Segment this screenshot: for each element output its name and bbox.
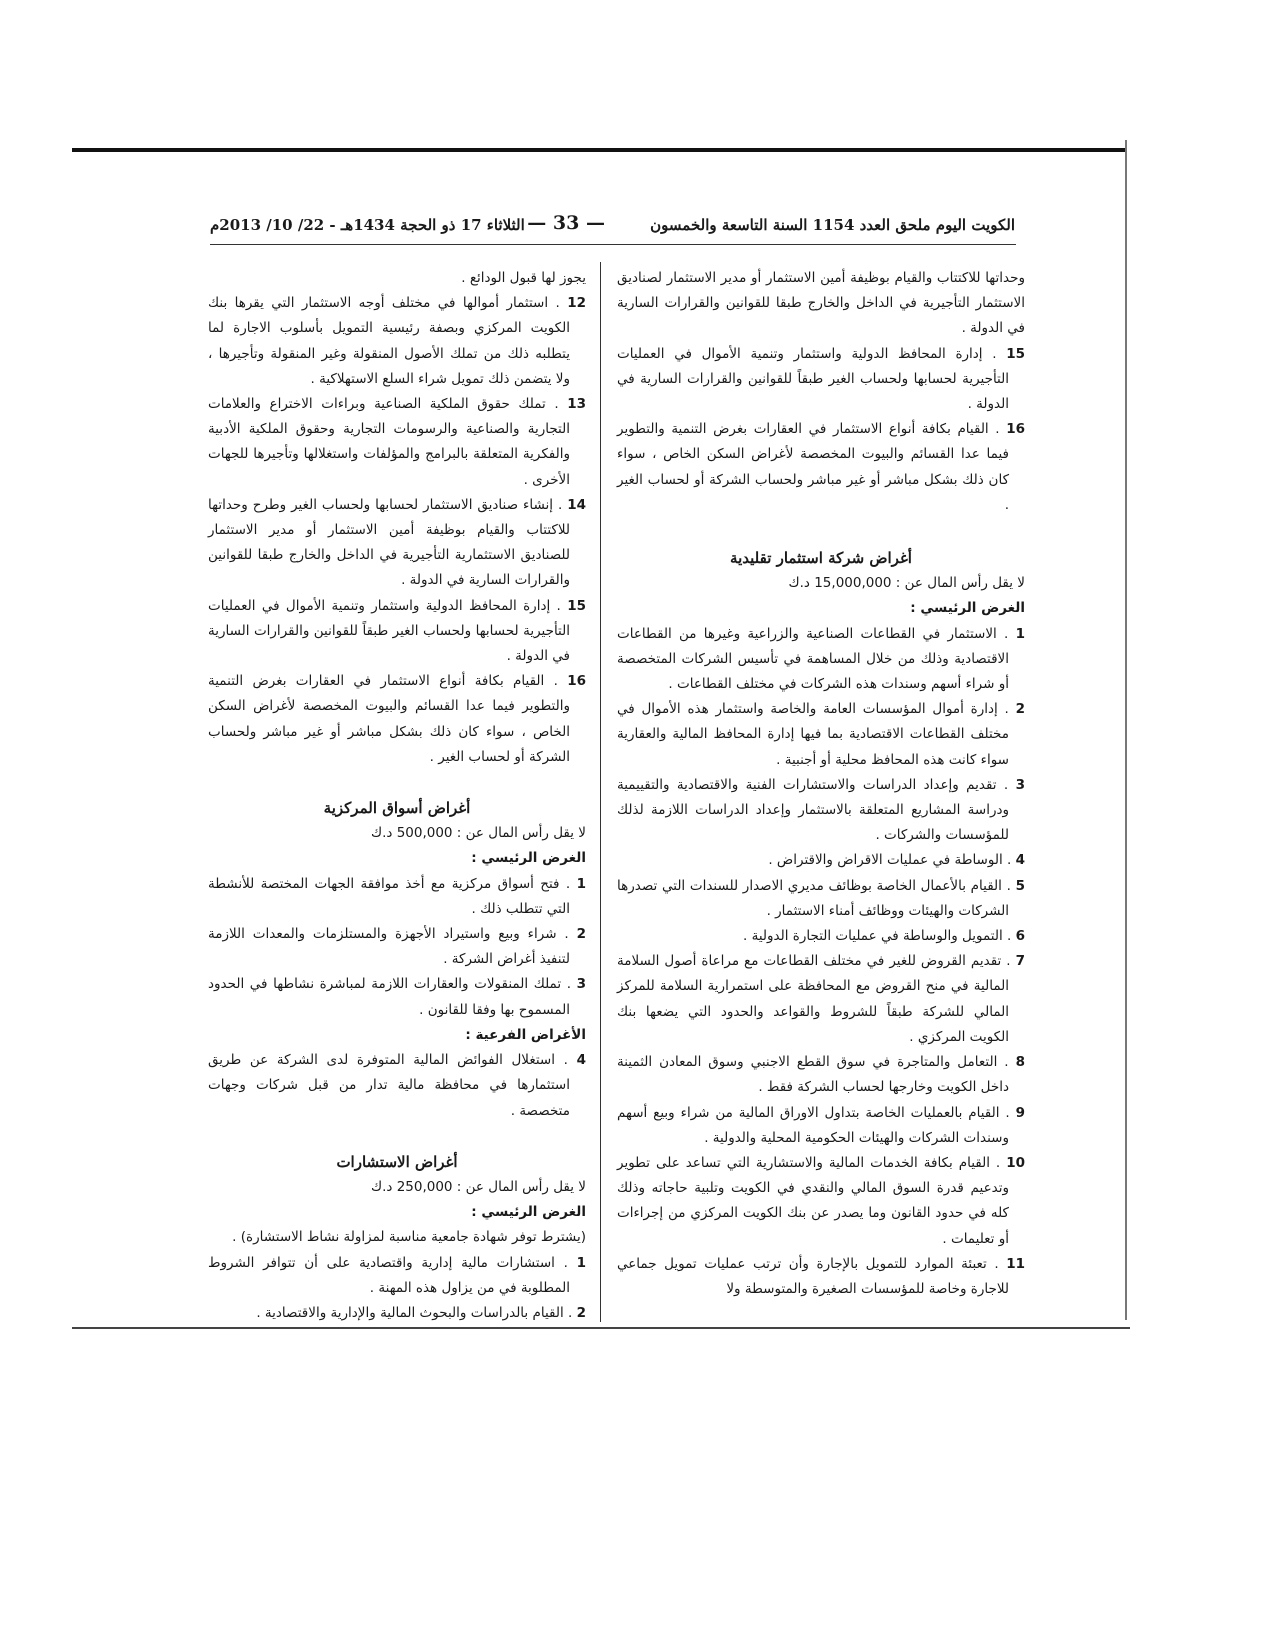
- list-item: 12 . استثمار أموالها في مختلف أوجه الاستثمار التي يقرها بنك الكويت المركزي وبصفة رئيسية التمويل بأسلوب الاجارة لما يتطلبه ذلك من تملك الأصول المنقولة وغير المنقولة وتأجيرها ، ولا يتضمن ذلك تمويل شراء السلع الاستهلاكية .: [208, 295, 587, 387]
- main-purpose-label: الغرض الرئيسي :: [471, 850, 586, 867]
- page-edge: [1125, 140, 1127, 1320]
- list-item: 13 . تملك حقوق الملكية الصناعية وبراءات الاختراع والعلامات التجارية والصناعية والرسومات التجارية وحقوق الملكية الأدبية والفكرية المتعلقة بالبرامج والمؤلفات واستغلالها وتأجيرها للجهات الأخرى .: [208, 396, 586, 488]
- list-item: 3 . تملك المنقولات والعقارات اللازمة لمباشرة نشاطها في الحدود المسموح بها وفقا للقانون .: [208, 976, 587, 1018]
- sub-purpose-label: الأغراض الفرعية :: [465, 1026, 586, 1043]
- list-item: 2 . القيام بالدراسات والبحوث المالية والإدارية والاقتصادية .: [256, 1304, 586, 1321]
- section-heading: أغراض أسواق المركزية: [323, 799, 471, 818]
- capital-requirement: لا يقل رأس المال عن : 500,000 د.ك: [370, 825, 586, 842]
- page-number: — 33 —: [527, 212, 605, 234]
- page-header: [210, 212, 1015, 242]
- list-item: 1 . فتح أسواق مركزية مع أخذ موافقة الجهات المختصة للأنشطة التي تتطلب ذلك .: [208, 875, 586, 917]
- list-item: 4 . استغلال الفوائض المالية المتوفرة لدى الشركة عن طريق استثمارها في محافظة مالية تدار من قبل شركات وجهات متخصصة .: [208, 1052, 586, 1119]
- list-item: 4 . الوساطة في عمليات الاقراض والاقتراض .: [768, 852, 1025, 869]
- list-item: 8 . التعامل والمتاجرة في سوق القطع الاجنبي وسوق المعادن الثمينة داخل الكويت وخارجها لحساب الشركة فقط .: [617, 1054, 1025, 1096]
- list-item: 1 . استشارات مالية إدارية واقتصادية على أن تتوافر الشروط المطلوبة في من يزاول هذه المهنة .: [208, 1254, 587, 1296]
- section-heading: أغراض شركة استثمار تقليدية: [730, 549, 912, 568]
- list-item: 2 . إدارة أموال المؤسسات العامة والخاصة واستثمار هذه الأموال في مختلف القطاعات الاقتصادية بما فيها إدارة المحافظ المالية والعقارية سواء كانت هذه المحافظ محلية أو أجنبية .: [617, 701, 1025, 768]
- main-purpose-label: الغرض الرئيسي :: [910, 600, 1025, 617]
- continued-paragraph: يجوز لها قبول الودائع .: [461, 270, 586, 286]
- list-item: 16 . القيام بكافة أنواع الاستثمار في العقارات بغرض التنمية والتطوير فيما عدا القسائم والبيوت المخصصة لأغراض السكن الخاص ، سواء كان ذلك بشكل مباشر أو غير مباشر ولحساب الشركة أو لحساب الغير .: [617, 421, 1026, 513]
- list-item: 15 . إدارة المحافظ الدولية واستثمار وتنمية الأموال في العمليات التأجيرية لحسابها ولحساب الغير طبقاً للقوانين والقرارات السارية في الدولة .: [208, 597, 586, 665]
- issue-date: الثلاثاء 17 ذو الحجة 1434هـ - 22/ 10/ 2013م: [210, 216, 525, 234]
- list-item: 11 . تعبئة الموارد للتمويل بالإجارة وأن ترتب عمليات تمويل جماعي للاجارة وخاصة للمؤسسات الصغيرة والمتوسطة ولا: [617, 1255, 1025, 1297]
- header-rule: [210, 244, 1016, 245]
- list-item: 5 . القيام بالأعمال الخاصة بوظائف مديري الاصدار للسندات التي تصدرها الشركات والهيئات ووظائف أمناء الاستثمار .: [617, 877, 1025, 919]
- right-column: [617, 266, 1025, 1302]
- qualification-note: (يشترط توفر شهادة جامعية مناسبة لمزاولة نشاط الاستشارة) .: [232, 1229, 586, 1246]
- list-item: 16 . القيام بكافة أنواع الاستثمار في العقارات بغرض التنمية والتطوير فيما عدا القسائم والبيوت المخصصة لأغراض السكن الخاص ، سواء كان ذلك بشكل مباشر أو غير مباشر ولحساب الشركة أو لحساب الغير .: [208, 673, 587, 765]
- section-heading: أغراض الاستشارات: [336, 1152, 458, 1171]
- left-column: [208, 266, 586, 1326]
- capital-requirement: لا يقل رأس المال عن : 250,000 د.ك: [370, 1178, 586, 1195]
- list-item: 7 . تقديم القروض للغير في مختلف القطاعات مع مراعاة أصول السلامة المالية في منح القروض مع المحافظة على استمرارية السلامة للمركز المالي للشركة طبقاً للشروط والقواعد والحدود التي يضعها بنك الكويت المركزي .: [617, 953, 1025, 1045]
- continued-paragraph: وحداتها للاكتتاب والقيام بوظيفة أمين الاستثمار أو مدير الاستثمار لصناديق الاستثمار التأجيرية في الداخل والخارج طبقا للقوانين والقرارات السارية في الدولة .: [617, 270, 1025, 337]
- top-rule: [72, 148, 1127, 152]
- main-purpose-label: الغرض الرئيسي :: [471, 1204, 586, 1221]
- capital-requirement: لا يقل رأس المال عن : 15,000,000 د.ك: [788, 575, 1025, 592]
- list-item: 9 . القيام بالعمليات الخاصة بتداول الاوراق المالية من شراء وبيع أسهم وسندات الشركات والهيئات الحكومية المحلية والدولية .: [617, 1104, 1025, 1146]
- list-item: 15 . إدارة المحافظ الدولية واستثمار وتنمية الأموال في العمليات التأجيرية لحسابها ولحساب الغير طبقاً للقوانين والقرارات السارية في الدولة .: [617, 345, 1025, 413]
- list-item: 1 . الاستثمار في القطاعات الصناعية والزراعية وغيرها من القطاعات الاقتصادية وذلك من خلال المساهمة في تأسيس الشركات المتخصصة أو شراء أسهم وسندات هذه الشركات في مختلف القطاعات .: [617, 625, 1026, 693]
- list-item: 6 . التمويل والوساطة في عمليات التجارة الدولية .: [743, 928, 1025, 945]
- list-item: 14 . إنشاء صناديق الاستثمار لحسابها ولحساب الغير وطرح وحداتها للاكتتاب والقيام بوظيفة أمين الاستثمار أو مدير الاستثمار للصناديق الاستثمارية التأجيرية في الداخل والخارج طبقا للقوانين والقرارات السارية في الدولة .: [208, 496, 586, 589]
- list-item: 10 . القيام بكافة الخدمات المالية والاستشارية التي تساعد على تطوير وتدعيم قدرة السوق المالي والنقدي في الكويت وتلبية حاجاته وذلك كله في حدود القانون وما يصدر عن بنك الكويت المركزي من إجراءات أو تعليمات .: [617, 1154, 1025, 1247]
- column-divider: [600, 262, 601, 1322]
- list-item: 3 . تقديم وإعداد الدراسات والاستشارات الفنية والاقتصادية والتقييمية ودراسة المشاريع المتعلقة بالاستثمار وإعداد الدراسات اللازمة لذلك للمؤسسات والشركات .: [617, 776, 1026, 844]
- publication-title: الكويت اليوم ملحق العدد 1154 السنة التاسعة والخمسون: [650, 216, 1015, 234]
- bottom-rule: [72, 1327, 1130, 1329]
- list-item: 2 . شراء وبيع واستيراد الأجهزة والمستلزمات والمعدات اللازمة لتنفيذ أغراض الشركة .: [208, 926, 586, 968]
